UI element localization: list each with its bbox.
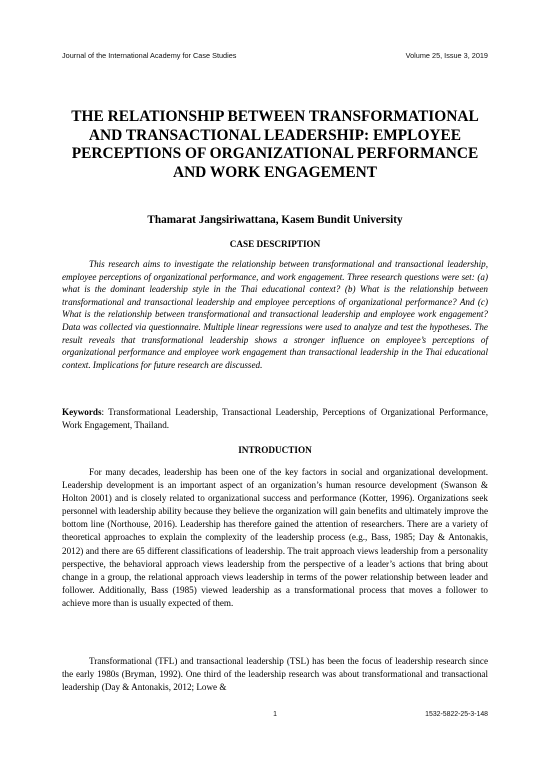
keywords-block: Keywords: Transformational Leadership, Transactional Leadership, Perceptions of Organizational Performance, Work Engagement, Thailand. (62, 407, 488, 430)
case-description-text: This research aims to investigate the relationship between transformational and transactional leadership, employee perceptions of organizational performance, and work engagement. Three research questions were set: (a) what is the dominant leadership style in the Thai educational context? (b) What is the relationship between transformational and transactional leadership and employee perceptions of organizational performance? And (c) What is the relationship between transformational and transactional leadership and employee work engagement? Data was collected via questionnaire. Multiple linear regressions were used to analyze and test the hypotheses. The result reveals that transformational leadership shows a stronger influence on employee’s perceptions of organizational performance and employee work engagement than transactional leadership in the Thai educational context. Implications for future research are discussed. (62, 259, 488, 370)
introduction-heading: INTRODUCTION (238, 445, 312, 455)
article-code: 1532-5822-25-3-148 (425, 711, 488, 718)
page-number: 1 (273, 711, 277, 718)
running-header (62, 51, 488, 60)
journal-name: Journal of the International Academy for Case Studies (62, 51, 237, 60)
introduction-paragraph-2: Transformational (TFL) and transactional leadership (TSL) has been the focus of leadership research since the early 1980s (Bryman, 1992). One third of the leadership research was about transformational and transactional leadership (Day & Antonakis, 2012; Lowe & (62, 656, 488, 693)
keywords-text: Transformational Leadership, Transactional Leadership, Perceptions of Organizational Performance, Work Engagement, Thailand. (62, 407, 488, 430)
author-line: Thamarat Jangsiriwattana, Kasem Bundit University (147, 214, 403, 226)
article-title: THE RELATIONSHIP BETWEEN TRANSFORMATIONAL AND TRANSACTIONAL LEADERSHIP: EMPLOYEE PERCEPTIONS OF ORGANIZATIONAL PERFORMANCE AND WORK ENGAGEMENT (71, 108, 479, 181)
introduction-paragraph-1: For many decades, leadership has been one of the key factors in social and organizational development. Leadership development is an important aspect of an organization’s human resource development (Swanson & Holton 2001) and is closely related to organizational success and performance (Kotter, 1996). Organizations seek personnel with leadership ability because they believe the organization will gain benefits and ultimately improve the bottom line (Northouse, 2016). Leadership has therefore gained the attention of researchers. There are a variety of theoretical approaches to explain the complexity of the leadership process (e.g., Bass, 1985; Day & Antonakis, 2012) and there are 65 different classifications of leadership. The trait approach views leadership from a personality perspective, the behavioral approach views leadership from the perspective of a leader’s actions that bring about change in a group, the relational approach views leadership in terms of the power relationship between leader and follower. Additionally, Bass (1985) viewed leadership as a transformational process that moves a follower to achieve more than is usually expected of them. (62, 467, 488, 608)
case-description-heading: CASE DESCRIPTION (229, 239, 321, 249)
keywords-label: Keywords (62, 407, 102, 417)
volume-issue: Volume 25, Issue 3, 2019 (405, 51, 488, 60)
